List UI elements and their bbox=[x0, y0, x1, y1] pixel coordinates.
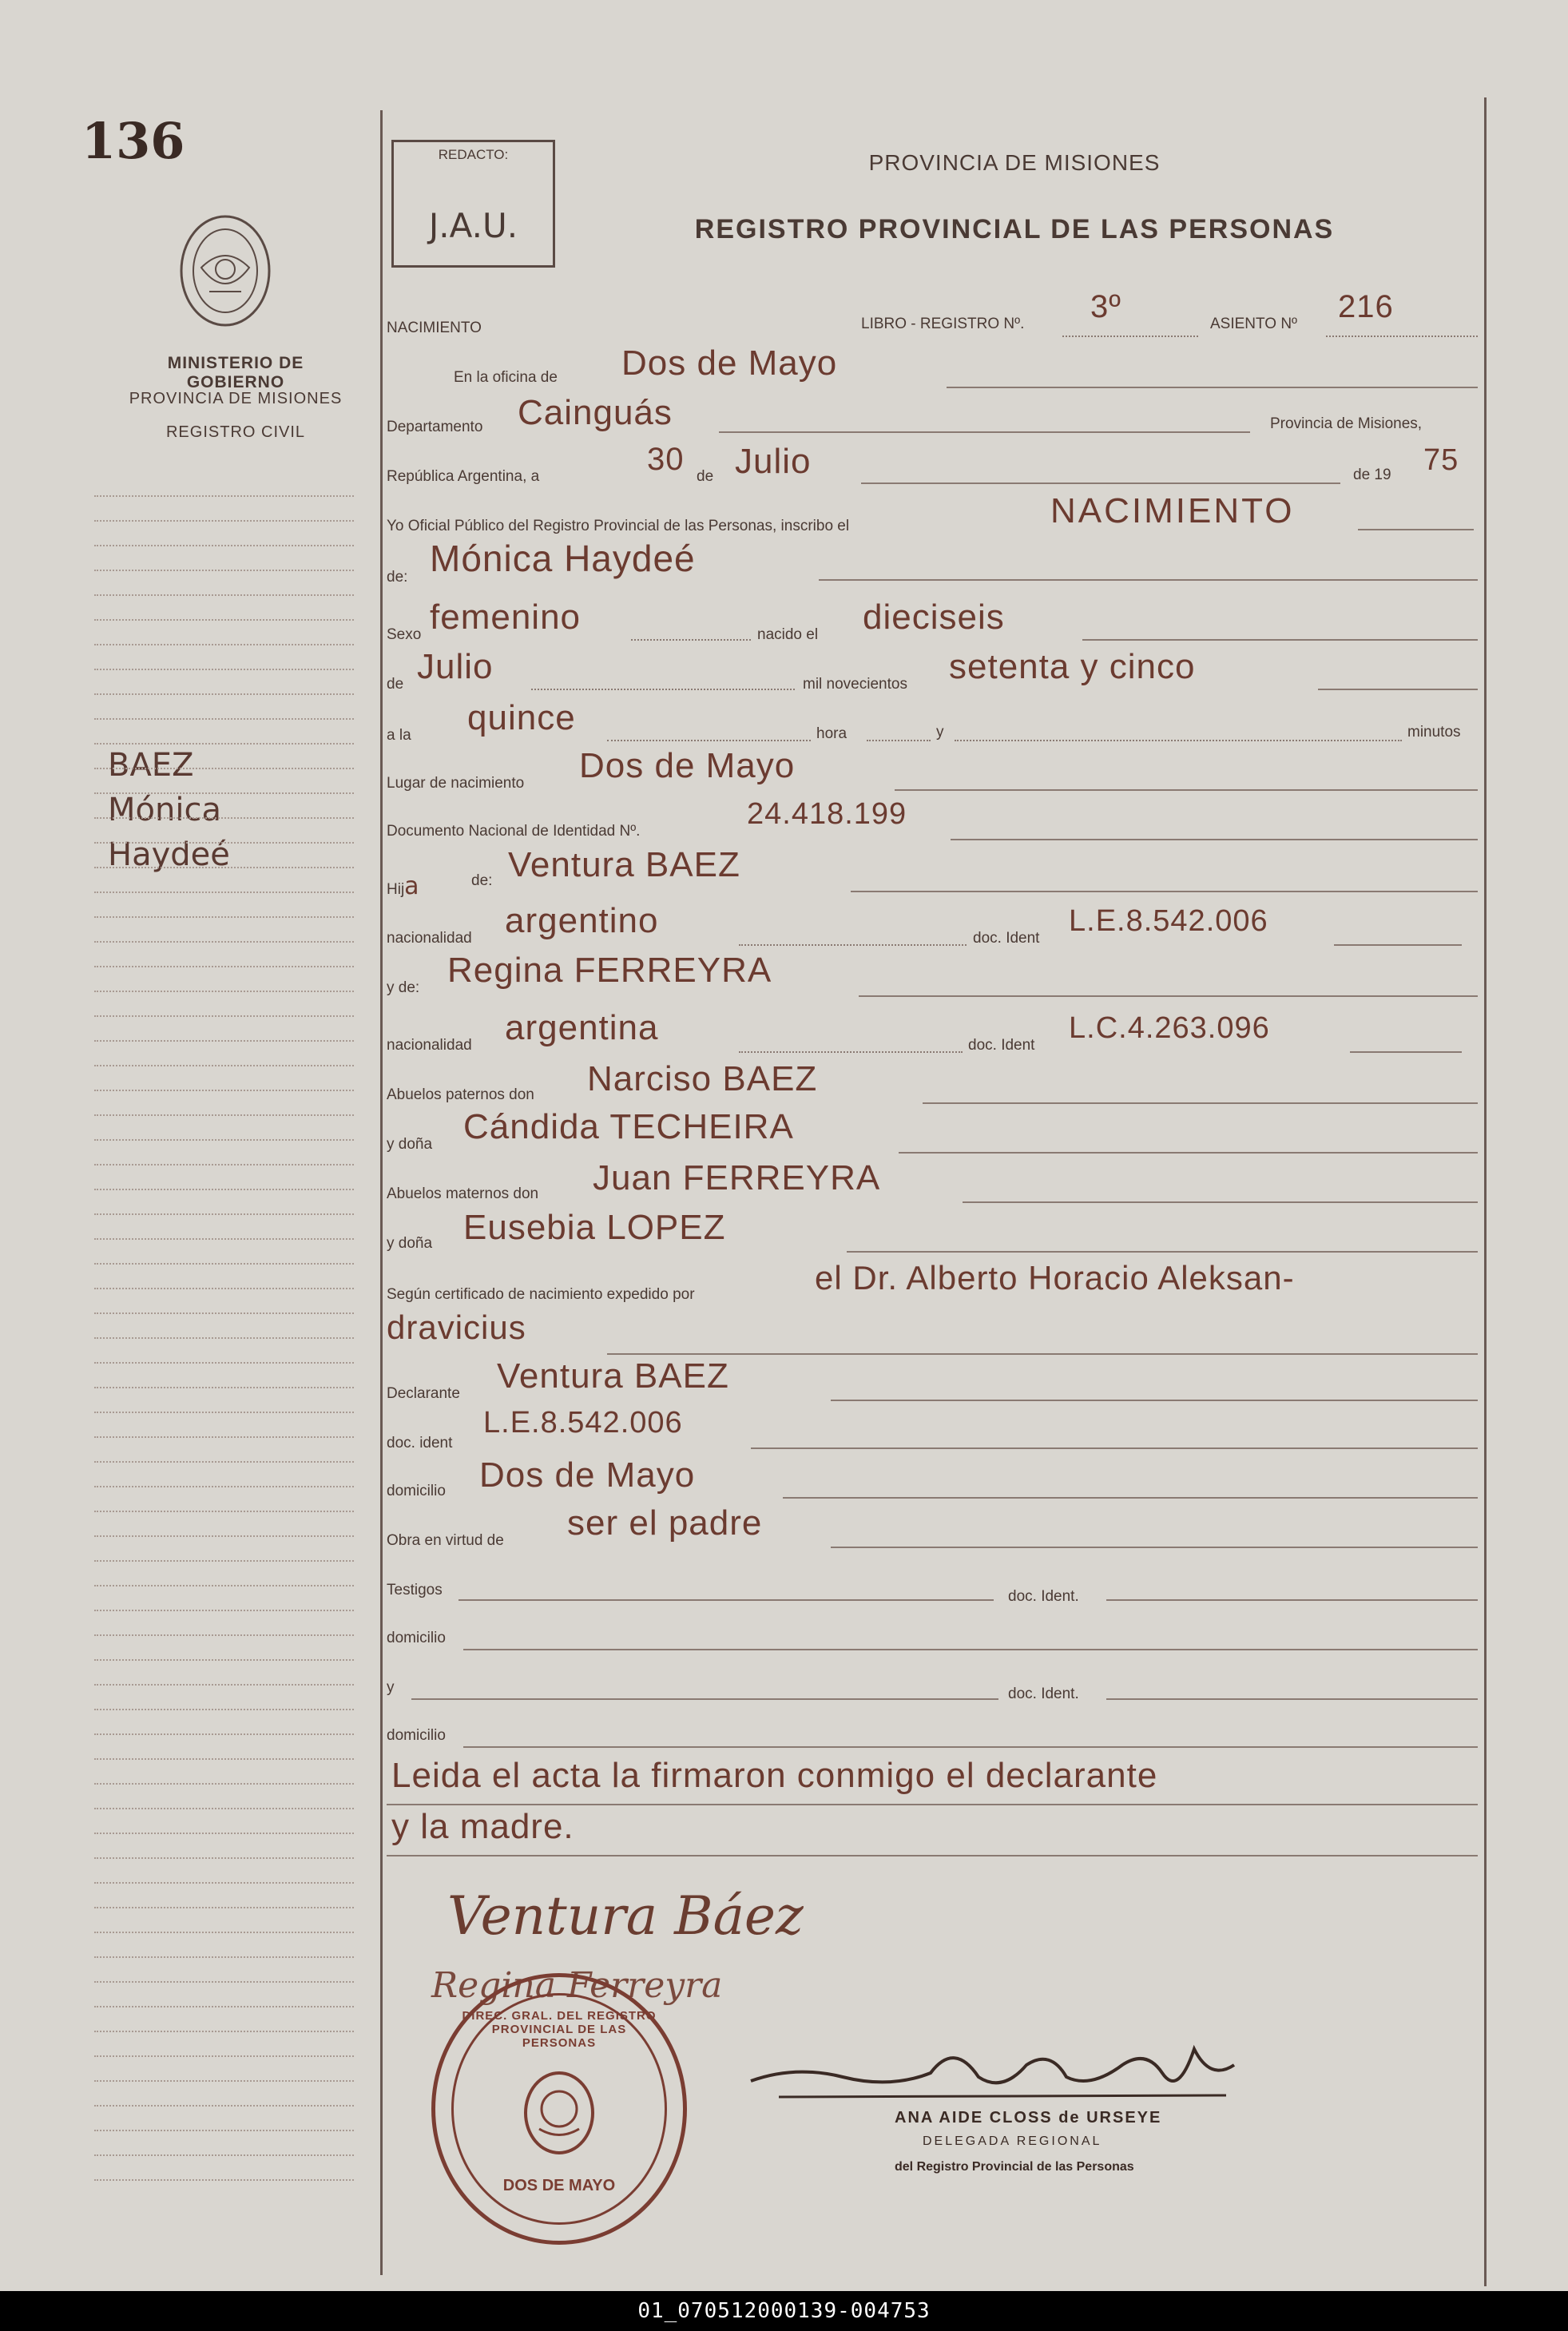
dona-paterna-label: y doña bbox=[387, 1136, 433, 1153]
header-province: PROVINCIA DE MISIONES bbox=[868, 150, 1161, 175]
hora-label: hora bbox=[816, 725, 848, 742]
libro-value: 3º bbox=[1090, 289, 1121, 324]
margin-ruled-line bbox=[94, 1139, 354, 1141]
margin-note-name-2: Haydeé bbox=[108, 836, 230, 873]
closing-line-1: Leida el acta la firmaron conmigo el declarante bbox=[391, 1756, 1158, 1795]
doc-madre-value: L.C.4.263.096 bbox=[1069, 1011, 1270, 1045]
nacido-value: dieciseis bbox=[863, 598, 1005, 637]
margin-ruled-line bbox=[94, 2080, 354, 2082]
margin-ruled-line bbox=[94, 1610, 354, 1611]
oficial-text: Yo Oficial Público del Registro Provincial de las Personas, inscribo el bbox=[387, 518, 850, 534]
margin-ruled-line bbox=[94, 2130, 354, 2131]
margin-ruled-line bbox=[94, 1040, 354, 1042]
doc-padre-label: doc. Ident bbox=[973, 930, 1040, 947]
dni-value: 24.418.199 bbox=[747, 797, 907, 831]
lugar-label: Lugar de nacimiento bbox=[387, 775, 525, 792]
sexo-value: femenino bbox=[430, 598, 582, 637]
margin-ruled-line bbox=[94, 1560, 354, 1562]
margin-ruled-line bbox=[94, 1981, 354, 1983]
departamento-value: Cainguás bbox=[518, 393, 673, 432]
de-label: de bbox=[697, 468, 714, 485]
testigos-label: Testigos bbox=[387, 1582, 443, 1598]
a-la-label: a la bbox=[387, 727, 411, 744]
redacto-box bbox=[391, 140, 555, 268]
declarante-doc-label: doc. ident bbox=[387, 1435, 453, 1451]
registry-round-stamp bbox=[431, 1973, 687, 2245]
margin-ruled-line bbox=[94, 1709, 354, 1710]
madre-value: Regina FERREYRA bbox=[447, 951, 772, 990]
dia-value: 30 bbox=[647, 442, 685, 477]
margin-ruled-line bbox=[94, 1090, 354, 1091]
margin-ruled-line bbox=[94, 693, 354, 695]
doc-padre-value: L.E.8.542.006 bbox=[1069, 904, 1268, 938]
hija-label-prefix: Hij bbox=[387, 881, 405, 898]
margin-ruled-line bbox=[94, 570, 354, 571]
dona-paterna-value: Cándida TECHEIRA bbox=[463, 1107, 794, 1146]
abuelos-paternos-value: Narciso BAEZ bbox=[587, 1059, 818, 1098]
nacionalidad-madre-value: argentina bbox=[505, 1008, 659, 1047]
stamp-emblem-icon bbox=[511, 2065, 607, 2161]
margin-ruled-line bbox=[94, 1436, 354, 1438]
abuelos-paternos-label: Abuelos paternos don bbox=[387, 1086, 534, 1103]
mes-value: Julio bbox=[735, 442, 812, 481]
margin-ruled-line bbox=[94, 1956, 354, 1958]
margin-ruled-line bbox=[94, 842, 354, 844]
abuelos-maternos-label: Abuelos maternos don bbox=[387, 1185, 539, 1202]
margin-ruled-line bbox=[94, 768, 354, 769]
testigo1-doc-label: doc. Ident. bbox=[1008, 1588, 1079, 1605]
asiento-value: 216 bbox=[1338, 289, 1394, 324]
nacido-label: nacido el bbox=[757, 626, 819, 643]
margin-ruled-line bbox=[94, 669, 354, 670]
obra-value: ser el padre bbox=[567, 1503, 763, 1543]
declarante-value: Ventura BAEZ bbox=[497, 1356, 729, 1396]
margin-ruled-line bbox=[94, 1461, 354, 1463]
margin-ruled-line bbox=[94, 1684, 354, 1686]
redacto-label: REDACTO: bbox=[438, 147, 509, 162]
margin-ruled-line bbox=[94, 1659, 354, 1661]
margin-ruled-line bbox=[94, 2179, 354, 2181]
margin-ruled-line bbox=[94, 1882, 354, 1884]
margin-ruled-line bbox=[94, 1511, 354, 1512]
de19-label: de 19 bbox=[1353, 467, 1391, 483]
margin-ruled-line bbox=[94, 2105, 354, 2107]
image-id-footer: 01_070512000139-004753 bbox=[0, 2291, 1568, 2331]
margin-ruled-line bbox=[94, 916, 354, 918]
nacionalidad-padre-label: nacionalidad bbox=[387, 930, 472, 947]
margin-ruled-line bbox=[94, 619, 354, 621]
margin-ruled-line bbox=[94, 1238, 354, 1240]
page-number: 136 bbox=[81, 112, 185, 170]
ministry-label: MINISTERIO DE GOBIERNO bbox=[167, 354, 304, 391]
margin-ruled-line bbox=[94, 1189, 354, 1190]
asiento-label: ASIENTO Nº bbox=[1210, 316, 1297, 332]
form-left-border bbox=[380, 110, 383, 2275]
y-label: y bbox=[936, 724, 944, 741]
margin-ruled-line bbox=[94, 1758, 354, 1760]
testigo2-y-label: y bbox=[387, 1679, 395, 1696]
dni-label: Documento Nacional de Identidad Nº. bbox=[387, 823, 641, 840]
margin-ruled-line bbox=[94, 1833, 354, 1834]
margin-ruled-line bbox=[94, 743, 354, 745]
anio-value: 75 bbox=[1423, 443, 1459, 477]
margin-ruled-line bbox=[94, 495, 354, 497]
nacionalidad-padre-value: argentino bbox=[505, 901, 659, 940]
oficina-label: En la oficina de bbox=[454, 369, 558, 386]
oficina-value: Dos de Mayo bbox=[621, 343, 838, 383]
official-name: ANA AIDE CLOSS de URSEYE bbox=[895, 2109, 1162, 2126]
minutos-label: minutos bbox=[1407, 724, 1461, 741]
hija-label bbox=[387, 872, 419, 900]
margin-ruled-line bbox=[94, 1213, 354, 1215]
margin-ruled-line bbox=[94, 1387, 354, 1388]
margin-ruled-line bbox=[94, 891, 354, 893]
margin-ruled-line bbox=[94, 1263, 354, 1265]
mil-value: setenta y cinco bbox=[949, 647, 1196, 686]
margin-ruled-line bbox=[94, 1412, 354, 1413]
margin-ruled-line bbox=[94, 1634, 354, 1636]
nacido-mes-value: Julio bbox=[417, 647, 494, 686]
margin-ruled-line bbox=[94, 520, 354, 522]
margin-ruled-line bbox=[94, 1164, 354, 1166]
testigo2-doc-label: doc. Ident. bbox=[1008, 1686, 1079, 1702]
margin-ruled-line bbox=[94, 2154, 354, 2156]
stamp-text: DIREC. GRAL. DEL REGISTRO PROVINCIAL DE LAS PERSONAS bbox=[462, 2009, 657, 2050]
de-nombre-label: de: bbox=[387, 569, 408, 586]
header-title: REGISTRO PROVINCIAL DE LAS PERSONAS bbox=[694, 214, 1335, 244]
margin-ruled-line bbox=[94, 867, 354, 868]
margin-ruled-line bbox=[94, 1015, 354, 1017]
margin-ruled-line bbox=[94, 1312, 354, 1314]
signature-declarante: Ventura Báez bbox=[447, 1885, 804, 1947]
margin-ruled-line bbox=[94, 1733, 354, 1735]
margin-ruled-line bbox=[94, 1114, 354, 1116]
margin-ruled-line bbox=[94, 545, 354, 546]
margin-ruled-line bbox=[94, 1362, 354, 1364]
margin-ruled-line bbox=[94, 594, 354, 596]
margin-ruled-line bbox=[94, 1932, 354, 1933]
margin-note-surname: BAEZ bbox=[108, 747, 194, 784]
margin-ruled-line bbox=[94, 644, 354, 645]
certificado-value-1: el Dr. Alberto Horacio Aleksan- bbox=[815, 1259, 1295, 1297]
republica-label: República Argentina, a bbox=[387, 468, 540, 485]
libro-label: LIBRO - REGISTRO Nº. bbox=[861, 316, 1025, 332]
doc-madre-label: doc. Ident bbox=[968, 1037, 1035, 1054]
closing-line-2: y la madre. bbox=[391, 1807, 574, 1846]
declarante-doc-value: L.E.8.542.006 bbox=[483, 1406, 683, 1440]
official-office: del Registro Provincial de las Personas bbox=[895, 2160, 1134, 2174]
margin-ruled-line bbox=[94, 1585, 354, 1586]
margin-ruled-line bbox=[94, 1486, 354, 1487]
coat-of-arms-seal-icon bbox=[177, 212, 273, 330]
margin-ruled-line bbox=[94, 1907, 354, 1908]
province-label: PROVINCIA DE MISIONES bbox=[129, 390, 343, 407]
testigo2-domicilio-label: domicilio bbox=[387, 1727, 446, 1744]
margin-ruled-line bbox=[94, 718, 354, 720]
margin-ruled-line bbox=[94, 817, 354, 819]
y-de-label: y de: bbox=[387, 979, 420, 996]
certificado-value-2: dravicius bbox=[387, 1308, 526, 1346]
lugar-value: Dos de Mayo bbox=[579, 746, 796, 785]
margin-ruled-line bbox=[94, 1065, 354, 1066]
dona-materna-label: y doña bbox=[387, 1235, 433, 1252]
margin-ruled-line bbox=[94, 941, 354, 943]
margin-ruled-line bbox=[94, 966, 354, 967]
margin-ruled-line bbox=[94, 2006, 354, 2007]
stamp-center-text: DOS DE MAYO bbox=[502, 2177, 616, 2194]
abuelos-maternos-value: Juan FERREYRA bbox=[593, 1158, 881, 1197]
provincia-suffix: Provincia de Misiones, bbox=[1270, 415, 1423, 432]
margin-ruled-line bbox=[94, 1337, 354, 1339]
margin-note-name-1: Mónica bbox=[108, 792, 221, 828]
hija-label-suffix: a bbox=[404, 872, 419, 900]
de-mes-label: de bbox=[387, 676, 404, 693]
margin-ruled-line bbox=[94, 2055, 354, 2057]
testigo1-domicilio-label: domicilio bbox=[387, 1630, 446, 1646]
redacto-value: J.A.U. bbox=[428, 206, 518, 245]
form-right-border bbox=[1484, 97, 1487, 2286]
margin-ruled-line bbox=[94, 1288, 354, 1289]
margin-ruled-line bbox=[94, 1783, 354, 1785]
official-signature-icon bbox=[747, 2033, 1242, 2105]
margin-ruled-line bbox=[94, 1535, 354, 1537]
margin-ruled-line bbox=[94, 1808, 354, 1809]
hija-de-label: de: bbox=[471, 872, 493, 889]
certificado-label: Según certificado de nacimiento expedido por bbox=[387, 1286, 695, 1303]
obra-label: Obra en virtud de bbox=[387, 1532, 504, 1549]
record-type-label: NACIMIENTO bbox=[387, 320, 482, 336]
signature-madre: Regina Ferreyra bbox=[431, 1965, 723, 2006]
declarante-label: Declarante bbox=[387, 1385, 460, 1402]
official-title: DELEGADA REGIONAL bbox=[923, 2134, 1102, 2148]
margin-ruled-line bbox=[94, 792, 354, 794]
domicilio-value: Dos de Mayo bbox=[479, 1455, 696, 1495]
margin-ruled-line bbox=[94, 1857, 354, 1859]
inscribo-value: NACIMIENTO bbox=[1050, 491, 1295, 530]
dona-materna-value: Eusebia LOPEZ bbox=[463, 1208, 726, 1247]
margin-ruled-line bbox=[94, 2031, 354, 2032]
mil-label: mil novecientos bbox=[803, 676, 907, 693]
padre-value: Ventura BAEZ bbox=[508, 845, 740, 884]
nombre-value: Mónica Haydeé bbox=[430, 538, 696, 579]
margin-ruled-line bbox=[94, 991, 354, 992]
registry-label: REGISTRO CIVIL bbox=[165, 423, 306, 441]
nacionalidad-madre-label: nacionalidad bbox=[387, 1037, 472, 1054]
margin-note bbox=[108, 743, 230, 877]
sexo-label: Sexo bbox=[387, 626, 422, 643]
domicilio-label: domicilio bbox=[387, 1483, 446, 1499]
hora-value: quince bbox=[467, 698, 576, 737]
departamento-label: Departamento bbox=[387, 419, 483, 435]
